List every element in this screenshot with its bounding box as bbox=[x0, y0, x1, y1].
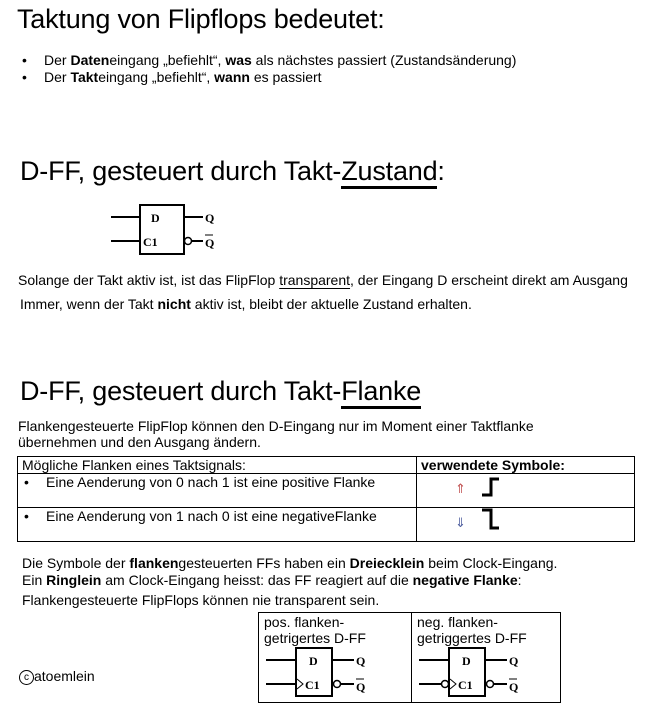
neg-ff-label-2: getriggertes D-FF bbox=[417, 630, 527, 646]
bullet-takteingang: • Der Takteingang „befiehlt“, wann es passiert bbox=[20, 69, 516, 86]
dreiecklein-line: Die Symbole der flankengesteuerten FFs haben ein Dreiecklein beim Clock-Eingang. bbox=[22, 555, 558, 571]
svg-text:D: D bbox=[151, 211, 160, 225]
taktung-bullet-list bbox=[20, 52, 516, 86]
pos-edge-d-ff-diagram bbox=[264, 646, 394, 698]
edge-row-negative bbox=[18, 508, 635, 542]
rising-edge-icon bbox=[481, 477, 501, 499]
svg-text:Q: Q bbox=[205, 236, 215, 250]
svg-text:C1: C1 bbox=[305, 678, 320, 692]
svg-text:C1: C1 bbox=[458, 678, 473, 692]
edge-triggered-ff-table bbox=[258, 612, 561, 703]
edges-header-right: verwendete Symbole: bbox=[417, 457, 635, 474]
bullet-icon: • bbox=[24, 508, 29, 524]
flanke-intro-line2: übernehmen und den Ausgang ändern. bbox=[18, 434, 261, 450]
symbol-explanation bbox=[22, 555, 557, 589]
flanke-intro bbox=[18, 418, 534, 450]
edges-table bbox=[17, 456, 635, 542]
bullet-icon: • bbox=[24, 474, 29, 490]
edges-header-left: Mögliche Flanken eines Taktsignals: bbox=[18, 457, 417, 474]
svg-text:D: D bbox=[462, 654, 471, 668]
falling-edge-icon bbox=[481, 508, 501, 532]
pos-ff-label-2: getrigertes D-FF bbox=[264, 630, 366, 646]
svg-text:Q: Q bbox=[205, 211, 215, 225]
down-arrow-icon: ⇓ bbox=[455, 515, 466, 530]
up-arrow-icon: ⇑ bbox=[455, 481, 466, 496]
copyright bbox=[19, 668, 95, 685]
edge-text: Eine Aenderung von 1 nach 0 ist eine negativeFlanke bbox=[46, 508, 377, 524]
bullet-dateneingang: • Der Dateneingang „befiehlt“, was als nächstes passiert (Zustandsänderung) bbox=[20, 52, 516, 69]
never-transparent-line: Flankengesteuerte FlipFlops können nie transparent sein. bbox=[22, 592, 380, 608]
d-ff-level-diagram bbox=[105, 200, 235, 260]
pos-edge-ff-cell bbox=[259, 613, 412, 703]
heading-taktung: Taktung von Flipflops bedeutet: bbox=[17, 4, 385, 34]
pos-ff-label-1: pos. flanken- bbox=[264, 614, 345, 630]
flanke-intro-line1: Flankengesteuerte FlipFlop können den D-Eingang nur im Moment einer Taktflanke bbox=[18, 418, 534, 434]
svg-text:D: D bbox=[309, 654, 318, 668]
hold-description: Immer, wenn der Takt nicht aktiv ist, bleibt der aktuelle Zustand erhalten. bbox=[20, 296, 472, 312]
author-name: atoemlein bbox=[34, 668, 95, 684]
ringlein-line: Ein Ringlein am Clock-Eingang heisst: das FF reagiert auf die negative Flanke: bbox=[22, 572, 522, 588]
neg-ff-label-1: neg. flanken- bbox=[417, 614, 498, 630]
heading-takt-zustand: D-FF, gesteuert durch Takt-Zustand: bbox=[20, 156, 445, 187]
edge-row-positive bbox=[18, 474, 635, 508]
copyright-icon: c bbox=[19, 670, 34, 685]
svg-text:C1: C1 bbox=[143, 235, 158, 249]
svg-text:Q: Q bbox=[356, 654, 366, 668]
svg-text:Q: Q bbox=[509, 680, 519, 694]
transparent-description: Solange der Takt aktiv ist, ist das FlipFlop transparent, der Eingang D erscheint direkt am Ausgang bbox=[18, 272, 628, 288]
neg-edge-d-ff-diagram bbox=[417, 646, 547, 698]
edge-text: Eine Aenderung von 0 nach 1 ist eine positive Flanke bbox=[46, 474, 376, 490]
neg-edge-ff-cell bbox=[412, 613, 561, 703]
svg-text:Q: Q bbox=[356, 680, 366, 694]
heading-takt-flanke: D-FF, gesteuert durch Takt-Flanke bbox=[20, 376, 421, 407]
svg-text:Q: Q bbox=[509, 654, 519, 668]
